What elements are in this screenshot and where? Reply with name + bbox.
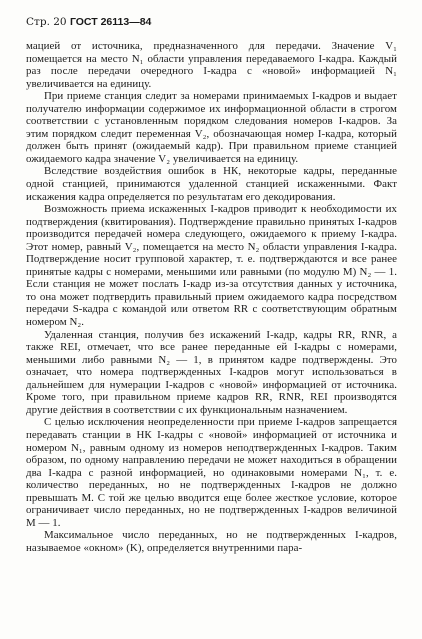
page-number: Стр. 20 [26,16,67,28]
paragraph: Максимальное число переданных, но не подтвержденных I-кадров, называемое «окном» (K), определяется внутренними пара- [26,529,397,554]
paragraph: мацией от источника, предназначенного для передачи. Значение V₁ помещается на место N₁ области управления передаваемого I-кадра. Каждый раз после передачи очередного I-кадра с «новой» информацией N₁ увеличивается на единицу. [26,40,397,90]
paragraph: Вследствие воздействия ошибок в НК, некоторые кадры, переданные одной станцией, принимаются удаленной станцией искаженными. Факт искажения кадра определяется по результатам его декодирования. [26,165,397,203]
paragraph: При приеме станция следит за номерами принимаемых I-кадров и выдает получателю информации содержимое их информационной области в строгом соответствии с установленным порядком следования номеров I-кадров. За этим порядком следит переменная V₂, обозначающая номер I-кадра, который должен быть принят (ожидаемый кадр). При правильном приеме станцией ожидаемого кадра значение V₂ увеличивается на единицу. [26,90,397,165]
paragraph: Удаленная станция, получив без искажений I-кадр, кадры RR, RNR, а также REI, отмечает, что все ранее переданные ей I-кадры с номерами, меньшими либо равными N₂ — 1, в принятом кадре подтверждены. Это означает, что номера подтвержденных I-кадров могут использоваться в дальнейшем для нумерации I-кадров с «новой» информацией от источника. Кроме того, при правильном приеме кадров RR, RNR, REI производятся другие действия в соответствии с их функциональным назначением. [26,328,397,416]
paragraph: С целью исключения неопределенности при приеме I-кадров запрещается передавать станции в НК I-кадры с «новой» информацией от источника и номером N₁, равным одному из номеров неподтвержденных I-кадров. Таким образом, по одному направлению передачи не может находиться в обращении два I-кадра с разной информацией, но одинаковыми номерами N₁, т. е. количество переданных, но не подтвержденных I-кадров не должно превышать M. С той же целью вводится еще более жесткое условие, которое ограничивает число переданных, но не подтвержденных I-кадров величиной M — 1. [26,416,397,529]
paragraph: Возможность приема искаженных I-кадров приводит к необходимости их подтверждения (квитирования). Подтверждение правильно принятых I-кадров производится передачей номера следующего, ожидаемого к приему I-кадра. Этот номер, равный V₂, помещается на место N₂ области управления I-кадра. Подтверждение носит групповой характер, т. е. подтверждаются и все ранее принятые кадры с номерами, меньшими или равными (по модулю M) N₂ — 1. Если станция не может послать I-кадр из-за отсутствия данных у источника, то она может подтвердить правильный прием ожидаемого кадра посредством передачи S-кадра с командой или ответом RR с соответствующим обратным номером N₂. [26,203,397,329]
standard-code: ГОСТ 26113—84 [69,16,152,28]
page-header [26,16,151,28]
body-text [26,40,397,554]
